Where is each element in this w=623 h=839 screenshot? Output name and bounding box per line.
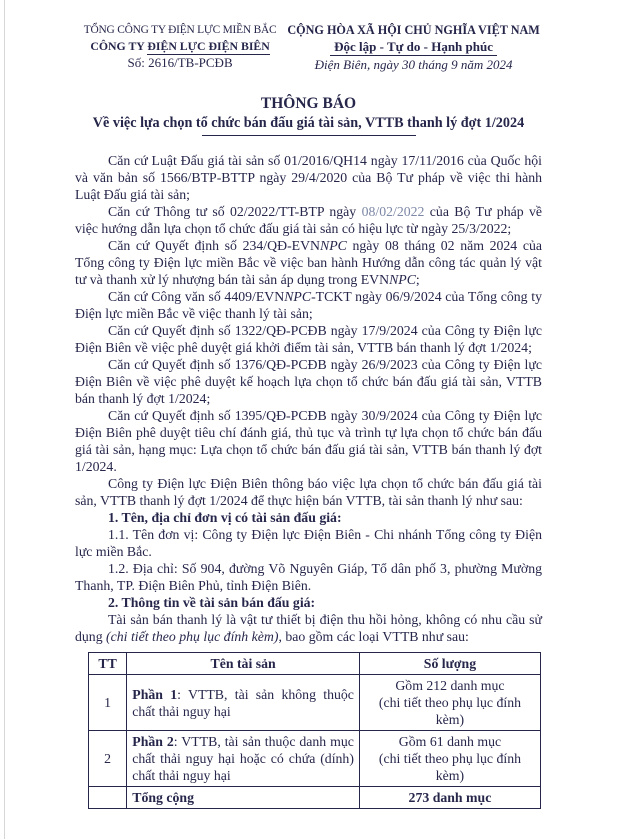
section-1-1-unit-name: 1.1. Tên đơn vị: Công ty Điện lực Điện Biên - Chi nhánh Tổng công ty Điện lực miền Bắc. [75, 527, 542, 559]
header-cell-asset-name: Tên tài sản [127, 653, 360, 675]
cell-quantity [359, 731, 540, 787]
paragraph-legal-basis-5: Căn cứ Quyết định số 1322/QĐ-PCĐB ngày 17/9/2024 của Công ty Điện lực Điện Biên về việc phê duyệt giá khởi điểm tài sản, VTTB bán thanh lý đợt 1/2024; [75, 323, 542, 355]
total-label-cell: Tổng cộng [127, 787, 360, 809]
npc-italic: NPC [320, 238, 347, 253]
paragraph-text: ngày 08 tháng 02 năm 2024 của Tổng công ty Điện lực miền Bắc về việc ban hành Hướng dẫn công tác quản lý vật tư và thanh xử lý nhượng bán tài sản áp dụng trong EVN [75, 238, 542, 287]
national-header [75, 22, 542, 74]
paragraph-text: của Bộ Tư pháp về việc hướng dẫn lựa chọn tổ chức đấu giá tài sản có hiệu lực từ ngày 25/3/2022; [75, 204, 542, 236]
paragraph-legal-basis-2 [75, 203, 542, 237]
quantity-line: Gồm 212 danh mục [395, 678, 505, 693]
document-content [75, 22, 542, 809]
title-block [75, 94, 542, 136]
npc-italic: NPC [284, 289, 312, 304]
section-2-heading: 2. Thông tin về tài sản bán đấu giá: [108, 595, 316, 610]
company-name-prefix: CÔNG TY [90, 39, 148, 53]
total-value-cell: 273 danh mục [359, 787, 540, 809]
part-label: Phần 1 [132, 686, 178, 702]
place-and-date: Điện Biên, ngày 30 tháng 9 năm 2024 [314, 57, 513, 72]
republic-title: CỘNG HÒA XÃ HỘI CHỦ NGHĨA VIỆT NAM [287, 23, 540, 37]
attachment-note-italic: (chi tiết theo phụ lục đính kèm) [106, 629, 279, 644]
quantity-line: Gồm 61 danh mục [398, 734, 502, 749]
cell-tt: 1 [89, 675, 127, 731]
header-cell-quantity: Số lượng [359, 653, 540, 675]
cell-asset-name [127, 731, 360, 787]
document-subtitle: Về việc lựa chọn tổ chức bán đấu giá tài sản, VTTB thanh lý đợt 1/2024 [92, 115, 525, 131]
paragraph-legal-basis-4 [75, 288, 542, 322]
table-row [89, 675, 541, 731]
issuing-organization-block [75, 22, 285, 74]
cell-asset-name [127, 675, 360, 731]
paragraph-announcement-intro: Công ty Điện lực Điện Biên thông báo việc lựa chọn tổ chức bán đấu giá tài sản, VTTB thanh lý đợt 1/2024 để thực hiện bán VTTB, tài sản thanh lý như sau: [75, 476, 542, 508]
motto-line [285, 38, 542, 55]
asset-name-text: : VTTB, tài sản thuộc danh mục chất thải nguy hại hoặc có chứa (dính) chất thải nguy hại [132, 734, 354, 783]
paragraph-text: , bao gồm các loại VTTB như sau: [278, 629, 469, 644]
paragraph-legal-basis-1: Căn cứ Luật Đấu giá tài sản số 01/2016/QH14 ngày 17/11/2016 của Quốc hội và văn bản số 1566/BTP-BTTP ngày 29/4/2020 của Bộ Tư pháp về việc thi hành Luật Đấu giá tài sản; [75, 153, 542, 202]
document-title: THÔNG BÁO [260, 95, 357, 112]
quantity-note: (chi tiết theo phụ lục đính kèm) [378, 751, 522, 783]
section-1-heading: 1. Tên, địa chỉ đơn vị có tài sản đấu giá: [108, 510, 342, 525]
cell-tt: 2 [89, 731, 127, 787]
paragraph-text: ; [415, 272, 420, 287]
paragraph-text: Căn cứ Công văn số 4409/EVN [108, 289, 285, 304]
paragraph-text: Căn cứ Thông tư số 02/2022/TT-BTP ngày [108, 204, 362, 219]
cell-tt-empty [89, 787, 127, 809]
company-name-underlined: ĐIỆN LỰC ĐIỆN BIÊN [147, 39, 270, 53]
company-name [75, 38, 285, 54]
title-underline-rule [202, 135, 416, 136]
highlighted-date: 08/02/2022 [361, 204, 425, 219]
quantity-note: (chi tiết theo phụ lục đính kèm) [378, 695, 522, 727]
paragraph-text: Tài sản bán thanh lý là vật tư thiết bị điện thu hồi hỏng, không có nhu cầu sử dụng [75, 612, 542, 644]
motto-underlined: Độc lập - Tự do - Hạnh phúc [330, 39, 497, 56]
section-2-description [75, 611, 542, 645]
table-total-row [89, 787, 541, 809]
header-cell-tt: TT [89, 653, 127, 675]
npc-italic: NPC [389, 272, 416, 287]
parent-company-name: TỔNG CÔNG TY ĐIỆN LỰC MIỀN BẮC [83, 24, 277, 36]
paragraph-text: Căn cứ Quyết định số 234/QĐ-EVN [108, 238, 321, 253]
asset-table [88, 652, 541, 809]
document-number: Số: 2616/TB-PCĐB [127, 55, 233, 70]
document-body [75, 152, 542, 645]
paragraph-legal-basis-3 [75, 237, 542, 288]
asset-name-text: : VTTB, tài sản không thuộc chất thải nguy hại [132, 686, 354, 719]
table-header-row [89, 653, 541, 675]
scan-edge-line [4, 0, 5, 839]
table-row [89, 731, 541, 787]
paragraph-legal-basis-7: Căn cứ Quyết định số 1395/QĐ-PCĐB ngày 30/9/2024 của Công ty Điện lực Điện Biên phê duyệt tiêu chí đánh giá, thủ tục và trình tự lựa chọn tổ chức bán đấu giá tài sản, hạng mục: Lựa chọn tổ chức bán đấu giá tài sản, VTTB bán thanh lý đợt 1/2024. [75, 408, 542, 474]
national-motto-block [285, 22, 542, 74]
paragraph-text: -TCKT ngày 06/9/2024 của Tổng công ty Điện lực miền Bắc về việc thanh lý tài sản; [75, 289, 542, 321]
part-label: Phần 2 [132, 734, 174, 749]
section-1-2-address: 1.2. Địa chỉ: Số 904, đường Võ Nguyên Giáp, Tổ dân phố 3, phường Mường Thanh, TP. Điện Biên Phủ, tỉnh Điện Biên. [75, 561, 542, 593]
paragraph-legal-basis-6: Căn cứ Quyết định số 1376/QĐ-PCĐB ngày 26/9/2023 của Công ty Điện lực Điện Biên về việc phê duyệt kế hoạch lựa chọn tổ chức bán đấu giá tài sản, VTTB bán thanh lý đợt 1/2024; [75, 357, 542, 406]
cell-quantity [359, 675, 540, 731]
